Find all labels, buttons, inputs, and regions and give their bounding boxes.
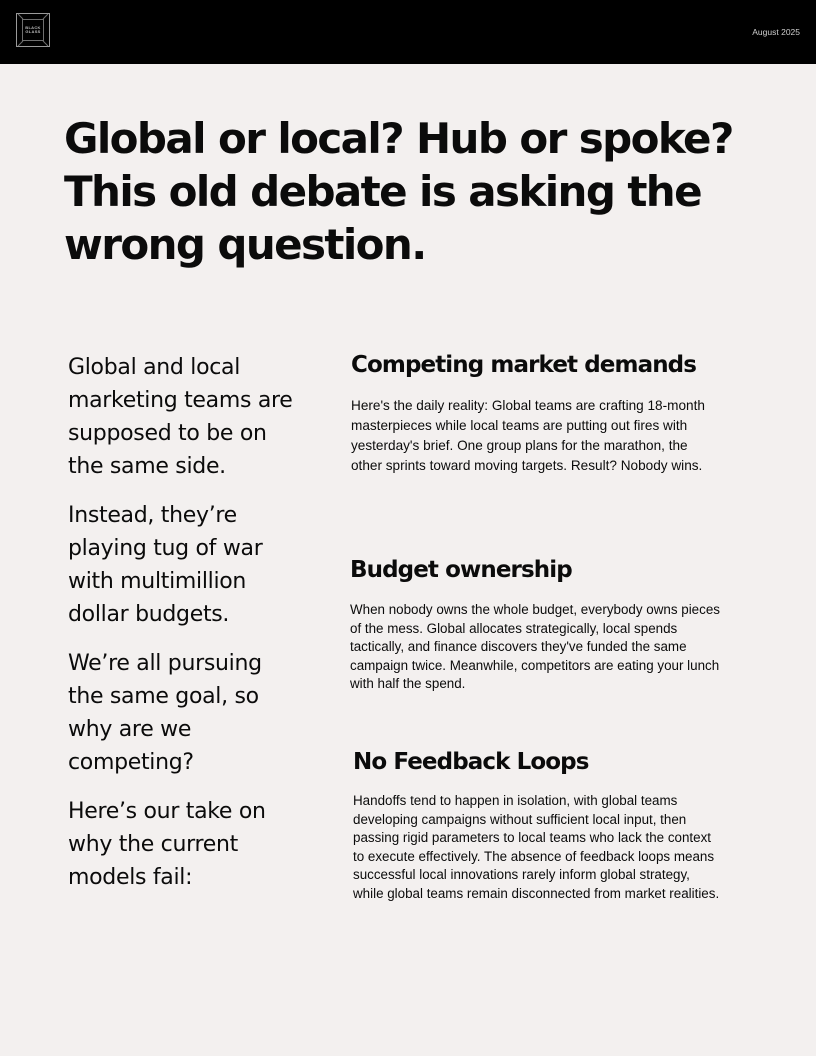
logo-wordmark: BLACK GLASS bbox=[25, 25, 41, 34]
intro-paragraph: We’re all pursuing the same goal, so why are we competing? bbox=[68, 651, 262, 775]
top-bar bbox=[0, 0, 816, 64]
section-title: Budget ownership bbox=[350, 557, 572, 583]
section-competing-market-demands bbox=[351, 351, 721, 476]
section-body: When nobody owns the whole budget, everybody owns pieces of the mess. Global allocates strategically, local spends tactically, and finance discovers they've funded the same campaign twice. Meanwhile, competitors are eating your lunch with half the spend. bbox=[350, 602, 720, 691]
brand-logo bbox=[16, 13, 50, 47]
section-budget-ownership bbox=[350, 556, 720, 694]
intro-column bbox=[68, 351, 303, 910]
section-title: Competing market demands bbox=[351, 352, 697, 378]
intro-paragraph: Global and local marketing teams are supposed to be on the same side. bbox=[68, 355, 293, 479]
issue-date: August 2025 bbox=[752, 27, 800, 37]
page-headline: Global or local? Hub or spoke? This old debate is asking the wrong question. bbox=[64, 114, 733, 269]
section-no-feedback-loops bbox=[353, 748, 723, 903]
section-title: No Feedback Loops bbox=[353, 749, 589, 775]
intro-paragraph: Instead, they’re playing tug of war with multimillion dollar budgets. bbox=[68, 503, 263, 627]
section-body: Here's the daily reality: Global teams are crafting 18-month masterpieces while local teams are putting out fires with yesterday's brief. One group plans for the marathon, the other sprints toward moving targets. Result? Nobody wins. bbox=[351, 398, 705, 473]
intro-paragraph: Here’s our take on why the current models fail: bbox=[68, 799, 266, 890]
section-body: Handoffs tend to happen in isolation, with global teams developing campaigns without sufficient local input, then passing rigid parameters to local teams who lack the context to execute effectively. The absence of feedback loops means successful local innovations rarely inform global strategy, while global teams remain disconnected from market realities. bbox=[353, 793, 720, 901]
